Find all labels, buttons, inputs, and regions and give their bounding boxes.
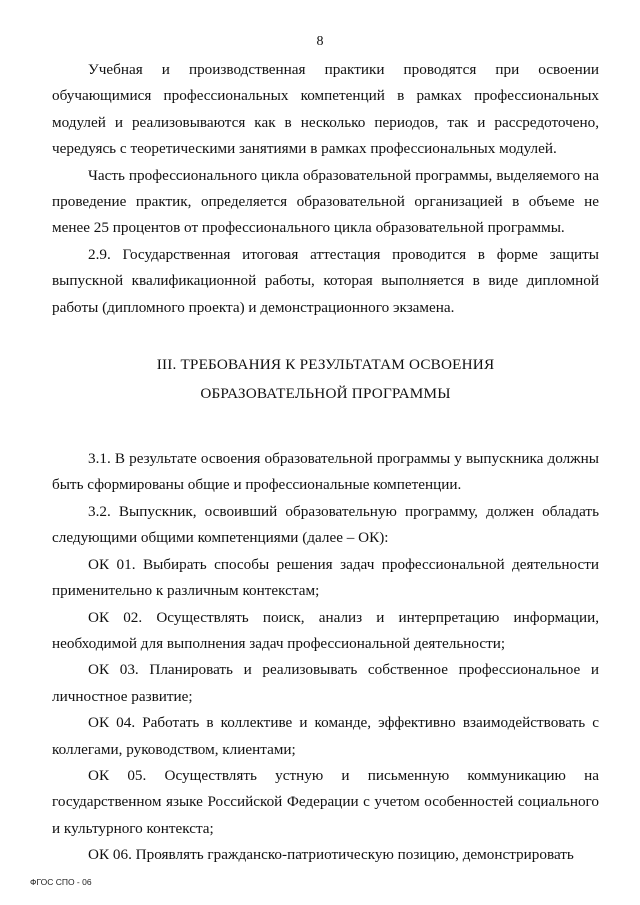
paragraph-3-2: 3.2. Выпускник, освоивший образовательную программу, должен обладать следующими общими компетенциями (далее – ОК): <box>52 502 599 547</box>
paragraph-3-1: 3.1. В результате освоения образовательной программы у выпускника должны быть сформированы общие и профессиональные компетенции. <box>52 450 599 494</box>
competence-ok-03: ОК 03. Планировать и реализовывать собственное профессиональное и личностное развитие; <box>52 661 599 705</box>
section-heading <box>52 350 599 408</box>
page-number: 8 <box>316 34 324 49</box>
competence-ok-05: ОК 05. Осуществлять устную и письменную коммуникацию на государственном языке Российской Федерации с учетом особенностей социального и культурного контекста; <box>52 766 599 837</box>
paragraph-practice-share: Часть профессионального цикла образовательной программы, выделяемого на проведение практик, определяется образовательной организацией в объеме не менее 25 процентов от профессионального цикла образовательной программы. <box>52 166 599 237</box>
page-body <box>52 57 599 869</box>
competence-ok-04: ОК 04. Работать в коллективе и команде, эффективно взаимодействовать с коллегами, руководством, клиентами; <box>52 714 599 758</box>
paragraph-practices: Учебная и производственная практики проводятся при освоении обучающимися профессиональных компетенций в рамках профессиональных модулей и реализовываются как в несколько периодов, так и рассредоточено, чередуясь с теоретическими занятиями в рамках профессиональных модулей. <box>52 61 599 158</box>
competence-ok-06: ОК 06. Проявлять гражданско-патриотическую позицию, демонстрировать <box>88 846 574 864</box>
competence-ok-01: ОК 01. Выбирать способы решения задач профессиональной деятельности применительно к различным контекстам; <box>52 555 599 600</box>
section-heading-line1: III. ТРЕБОВАНИЯ К РЕЗУЛЬТАТАМ ОСВОЕНИЯ <box>156 356 495 374</box>
section-heading-line2: ОБРАЗОВАТЕЛЬНОЙ ПРОГРАММЫ <box>200 385 451 403</box>
competence-ok-02: ОК 02. Осуществлять поиск, анализ и интерпретацию информации, необходимой для выполнения задач профессиональной деятельности; <box>52 608 599 652</box>
footer-document-code: ФГОС СПО - 06 <box>30 877 92 887</box>
paragraph-2-9-final-attestation: 2.9. Государственная итоговая аттестация проводится в форме защиты выпускной квалификационной работы, которая выполняется в виде дипломной работы (дипломного проекта) и демонстрационного экзамена. <box>52 245 599 316</box>
